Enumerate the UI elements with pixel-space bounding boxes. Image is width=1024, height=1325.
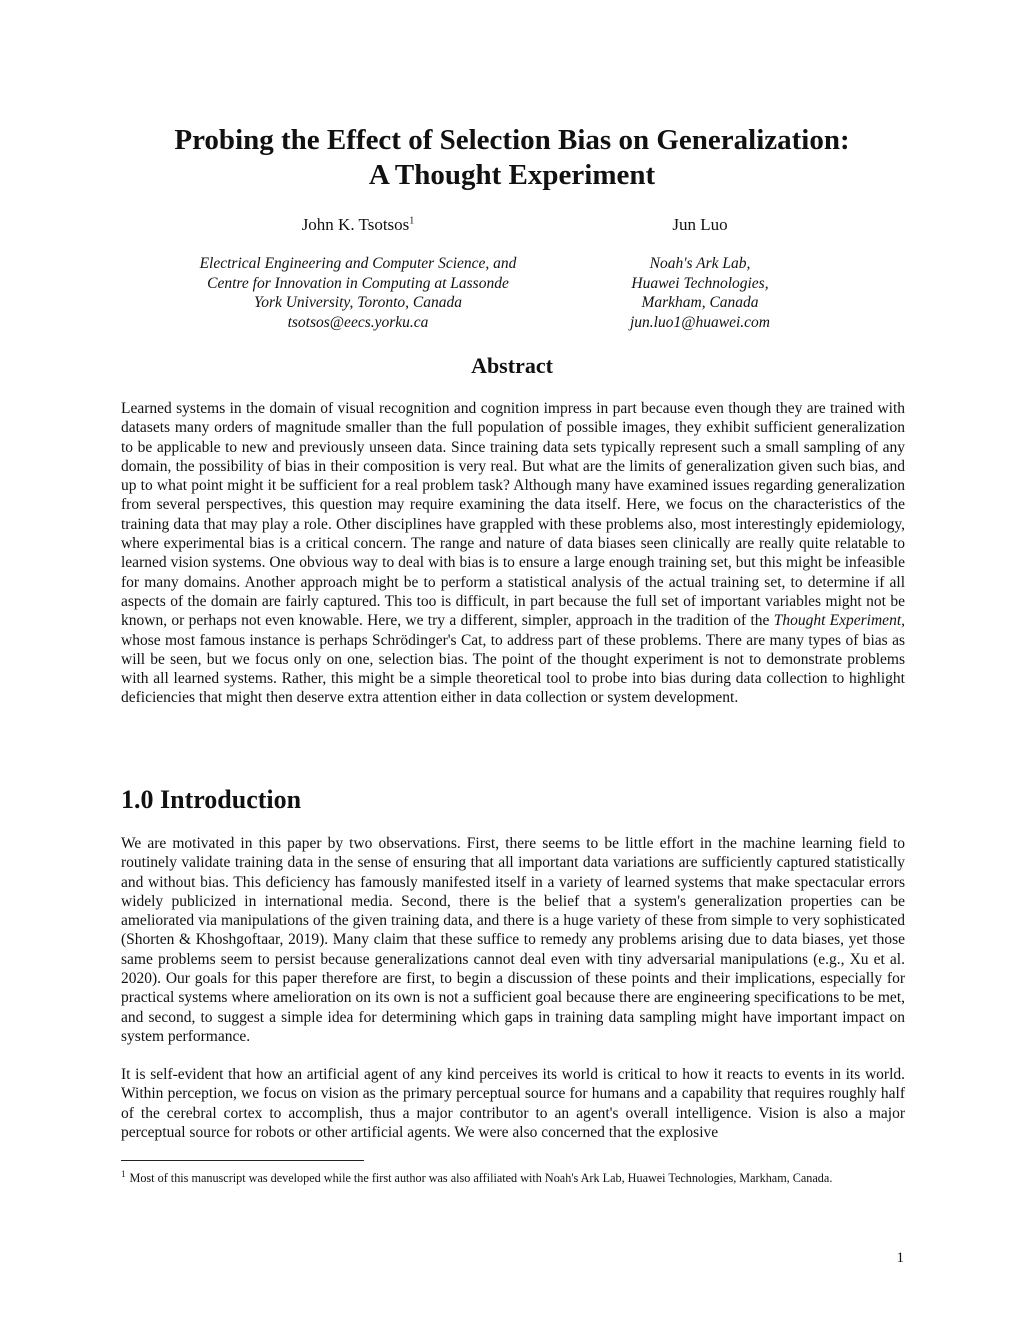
affiliation-line: Noah's Ark Lab, [649, 255, 751, 272]
author-email[interactable]: jun.luo1@huawei.com [630, 313, 770, 331]
author-name: Jun Luo [672, 215, 728, 234]
abstract-heading: Abstract [471, 353, 553, 378]
section-heading-introduction: 1.0 Introduction [121, 785, 302, 814]
footnote-marker: 1 [409, 215, 415, 227]
intro-paragraph-2: It is self-evident that how an artificial agent of any kind perceives its world is critical to how it reacts to events in its world. Within perception, we focus on vision as the primary perceptual source for humans and a capability that requires roughly half of the cerebral cortex to accomplish, thus a major contributor to an agent's overall intelligence. Vision is also a major perceptual source for robots or other artificial agents. We were also concerned that the explosive [121, 1066, 905, 1141]
footnote-divider [121, 1160, 364, 1161]
affiliation-line: Markham, Canada [641, 294, 759, 311]
title-line-1: Probing the Effect of Selection Bias on Generalization: [174, 124, 850, 156]
footnote [121, 1170, 921, 1186]
page-number: 1 [896, 1250, 904, 1266]
author-block-2 [590, 214, 810, 332]
affiliation-line: Huawei Technologies, [631, 274, 769, 292]
author-name: John K. Tsotsos$^1$ [301, 215, 415, 234]
title-line-2: A Thought Experiment [368, 159, 656, 191]
footnote-number: 1 [121, 1168, 126, 1179]
author-affiliation [170, 254, 546, 332]
affiliation-line: Electrical Engineering and Computer Science, and [199, 255, 517, 272]
affiliation-line: York University, Toronto, Canada [254, 294, 462, 311]
intro-paragraph-1: We are motivated in this paper by two observations. First, there seems to be little effort in the machine learning field to routinely validate training data in the sense of ensuring that all important data variations are sufficiently captured statistically and without bias. This deficiency has famously manifested itself in a variety of learned systems that make spectacular errors widely publicized in international media. Second, there is the belief that a system's generalization properties can be ameliorated via manipulations of the given training data, and there is a huge variety of these from simple to very sophisticated (Shorten & Khoshgoftaar, 2019). Many claim that these suffice to remedy any problems arising due to data biases, yet those same problems seem to persist because generalizations cannot deal even with tiny adversarial manipulations (e.g., Xu et al. 2020). Our goals for this paper therefore are first, to begin a discussion of these points and their implications, especially for practical systems where amelioration on its own is not a sufficient goal because there are engineering specifications to be met, and second, to suggest a simple idea for determining which gaps in training data sampling might have important impact on system performance. [121, 835, 905, 1045]
thought-experiment-emphasis: Thought Experiment, [773, 612, 905, 630]
author-email[interactable]: tsotsos@eecs.yorku.ca [287, 313, 429, 331]
footnote-text: Most of this manuscript was developed while the first author was also affiliated with Noah's Ark Lab, Huawei Technologies, Markham, Canada. [129, 1171, 833, 1185]
author-affiliation [590, 254, 810, 332]
author-block-1 [170, 214, 546, 332]
abstract-paragraph: Learned systems in the domain of visual recognition and cognition impress in part because even though they are trained with datasets many orders of magnitude smaller than the full population of possible images, they exhibit sufficient generalization to be applicable to new and previously unseen data. Since training data sets typically represent such a small sampling of any domain, the possibility of bias in their composition is very real. But what are the limits of generalization given such bias, and up to what point might it be sufficient for a real problem task? Although many have examined issues regarding generalization from several perspectives, this question may require examining the data itself. Here, we focus on the characteristics of the training data that may play a role. Other disciplines have grappled with these problems also, most interestingly epidemiology, where experimental bias is a critical concern. The range and nature of data biases seen clinically are really quite relatable to learned vision systems. One obvious way to deal with bias is to ensure a large enough training set, but this might be infeasible for many domains. Another approach might be to perform a statistical analysis of the actual training set, to determine if all aspects of the domain are fairly captured. This too is difficult, in part because the full set of important variables might not be known, or perhaps not even knowable. Here, we try a different, simpler, approach in the tradition of the Thought Experiment, whose most famous instance is perhaps Schrödinger's Cat, to address part of these problems. There are many types of bias as will be seen, but we focus only on one, selection bias. The point of the thought experiment is not to demonstrate problems with all learned systems. Rather, this might be a simple theoretical tool to probe into bias during data collection to highlight deficiencies that might then deserve extra attention either in data collection or system development. [121, 400, 905, 707]
affiliation-line: Centre for Innovation in Computing at Lassonde [207, 274, 509, 292]
